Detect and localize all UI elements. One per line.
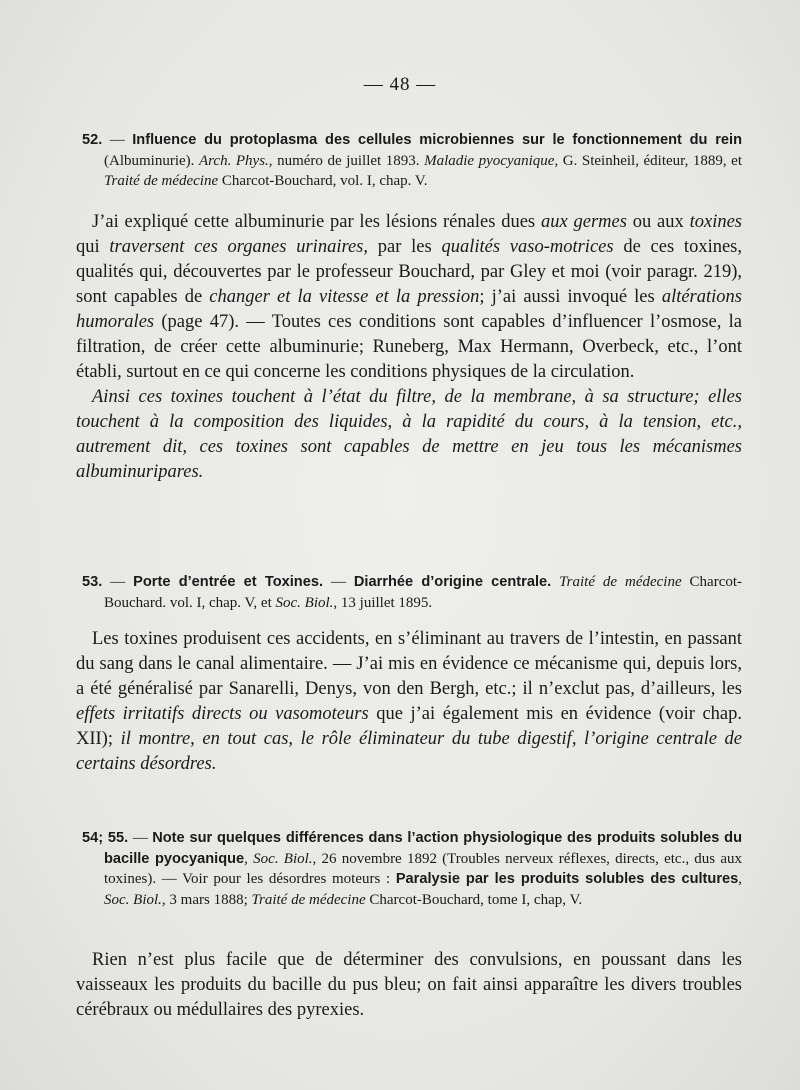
- paragraph-3: Les toxines produisent ces accidents, en s’éliminant au travers de l’intestin, en passant du sang dans le canal alimentaire. — J’ai mis en évidence ce mécanisme qui, depuis lors, a été généralisé par Sanarelli, Denys, von den Bergh, etc.; il n’exclut pas, d’ailleurs, les effets irritatifs directs ou vasomoteurs que j’ai également mis en évidence (voir chap. XII); il montre, en tout cas, le rôle éliminateur du tube digestif, l’origine centrale de certains désordres.: [76, 629, 742, 774]
- reference-52-text: 52. — Influence du protoplasma des cellules microbiennes sur le fonctionnement du rein (Albuminurie). Arch. Phys., numéro de juillet 1893. Maladie pyocyanique, G. Steinheil, éditeur, 1889, et Traité de médecine Charcot-Bouchard, vol. I, chap. V.: [82, 132, 743, 189]
- paragraph-2: Ainsi ces toxines touchent à l’état du filtre, de la membrane, à sa structure; elles touchent à la composition des liquides, à la rapidité du cours, à la tension, etc., autrement dit, ces toxines sont capables de mettre en jeu tous les mécanismes albuminuripares.: [76, 387, 742, 482]
- paragraph-toxines: [76, 627, 742, 777]
- reference-52-title: Influence du protoplasma des cellules microbiennes sur le fonctionnement du rein: [132, 132, 743, 148]
- reference-53: [76, 572, 742, 613]
- page-number: — 48 —: [363, 74, 437, 95]
- paragraph-1: J’ai expliqué cette albuminurie par les lésions rénales dues aux germes ou aux toxines qui traversent ces organes urinaires, par les qualités vaso-motrices de ces toxines, qualités qui, découvertes par le professeur Bouchard, par Gley et moi (voir paragr. 219), sont capables de changer et la vitesse et la pression; j’ai aussi invoqué les altérations humorales (page 47). — Toutes ces conditions sont capables d’influencer l’osmose, la filtration, de créer cette albuminurie; Runeberg, Max Hermann, Overbeck, etc., l’ont établi, surtout en ce qui concerne les conditions physiques de la circulation.: [76, 212, 742, 382]
- paragraph-albuminurie: [76, 210, 742, 485]
- reference-54-55-text: 54; 55. — Note sur quelques différences dans l’action physiologique des produits solubles du bacille pyocyanique, Soc. Biol., 26 novembre 1892 (Troubles nerveux réflexes, directs, etc., dus aux toxines). — Voir pour les désordres moteurs : Paralysie par les produits solubles des cultures, Soc. Biol., 3 mars 1888; Traité de médecine Charcot-Bouchard, tome I, chap, V.: [82, 830, 743, 908]
- reference-52: [76, 130, 742, 192]
- reference-54-55: [76, 828, 742, 910]
- reference-53-text: 53. — Porte d’entrée et Toxines. — Diarrhée d’origine centrale. Traité de médecine Charcot-Bouchard. vol. I, chap. V, et Soc. Biol., 13 juillet 1895.: [82, 574, 743, 611]
- paragraph-4: Rien n’est plus facile que de déterminer des convulsions, en poussant dans les vaisseaux les produits du bacille du pus bleu; on fait ainsi apparaître les divers troubles cérébraux ou médullaires des pyrexies.: [76, 950, 742, 1020]
- paragraph-convulsions: [76, 948, 742, 1023]
